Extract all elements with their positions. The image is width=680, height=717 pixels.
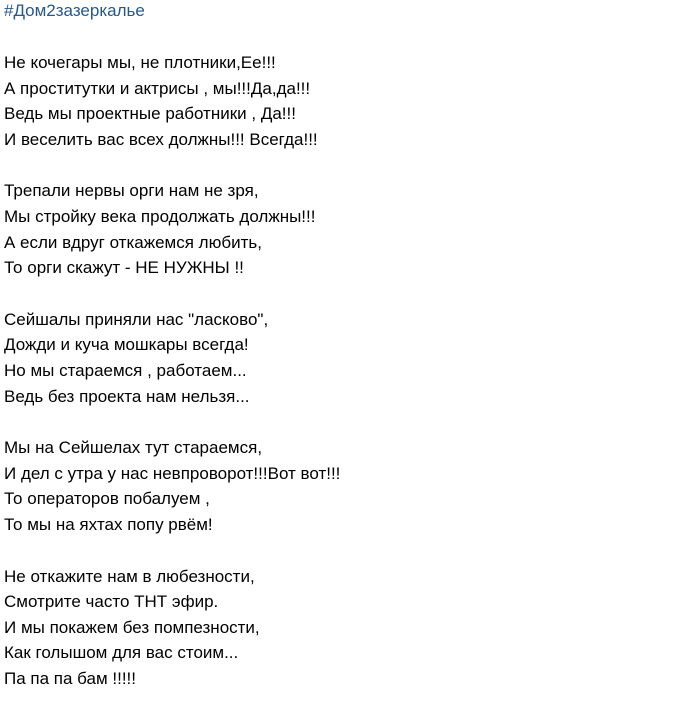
poem-line: То операторов побалуем , xyxy=(4,489,210,509)
poem-line: И веселить вас всех должны!!! Всегда!!! xyxy=(4,129,318,149)
poem-line: И мы покажем без помпезности, xyxy=(4,617,260,637)
stanza-2 xyxy=(4,178,674,280)
stanza-4 xyxy=(4,435,674,537)
stanza-3 xyxy=(4,307,674,409)
poem-line: Ведь без проекта нам нельзя... xyxy=(4,386,250,406)
poem-line: То орги скажут - НЕ НУЖНЫ !! xyxy=(4,258,244,278)
poem-line: А если вдруг откажемся любить, xyxy=(4,232,262,252)
stanza-1 xyxy=(4,50,674,152)
poem-line: И дел с утра у нас невпроворот!!!Вот вот!!! xyxy=(4,463,341,483)
poem-line: Дожди и куча мошкары всегда! xyxy=(4,335,249,355)
poem-line: Смотрите часто ТНТ эфир. xyxy=(4,592,219,612)
poem-text xyxy=(4,50,674,717)
poem-line: Трепали нервы орги нам не зря, xyxy=(4,181,259,201)
poem-line: А проститутки и актрисы , мы!!!Да,да!!! xyxy=(4,78,311,98)
poem-line: Не откажите нам в любезности, xyxy=(4,566,255,586)
hashtag-link[interactable]: #Дом2зазеркалье xyxy=(4,1,145,20)
poem-line: Сейшалы приняли нас "ласково", xyxy=(4,309,269,329)
poem-line: Как голышом для вас стоим... xyxy=(4,643,239,663)
poem-line: Но мы стараемся , работаем... xyxy=(4,360,247,380)
stanza-5 xyxy=(4,564,674,692)
poem-line: Мы стройку века продолжать должны!!! xyxy=(4,206,316,226)
poem-line: То мы на яхтах попу рвём! xyxy=(4,514,213,534)
poem-line: Не кочегары мы, не плотники,Ее!!! xyxy=(4,53,276,72)
poem-line: Мы на Сейшелах тут стараемся, xyxy=(4,438,263,458)
poem-line: Па па па бам !!!!! xyxy=(4,668,136,688)
poem-line: Ведь мы проектные работники , Да!!! xyxy=(4,104,296,124)
